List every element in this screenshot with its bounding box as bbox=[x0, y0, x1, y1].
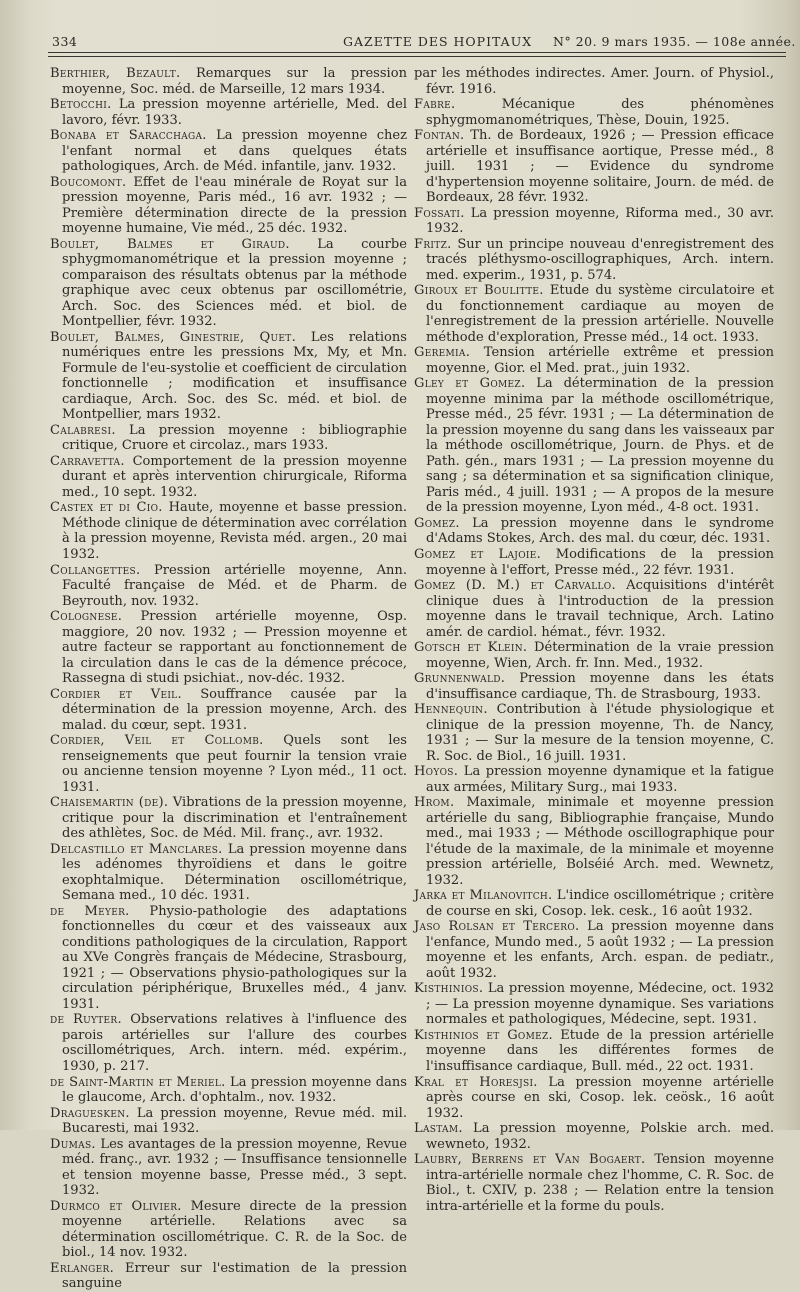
entry-author: Gley et Gomez. bbox=[414, 376, 526, 392]
bibliography-entry bbox=[414, 919, 774, 981]
entry-author: Durmco et Olivier. bbox=[50, 1198, 182, 1214]
entry-text: Comportement de la pression moyenne durant et après intervention chirurgicale, Riforma med., 10 sept. 1932. bbox=[62, 453, 407, 500]
entry-author: Gotsch et Klein. bbox=[414, 640, 528, 656]
entry-author: Jaso Rolsan et Tercero. bbox=[414, 919, 580, 935]
entry-text: La pression moyenne artérielle après course en ski, Cosop. lek. ceösk., 16 août 1932. bbox=[426, 1074, 774, 1121]
entry-author: Grunnenwald. bbox=[414, 671, 506, 687]
entry-author: Collangettes. bbox=[50, 562, 141, 578]
entry-author: Fontan. bbox=[414, 128, 465, 144]
bibliography-entry bbox=[50, 97, 407, 128]
entry-author: Cordier et Veil. bbox=[50, 686, 182, 702]
entry-author: Hoyos. bbox=[414, 764, 459, 780]
entry-author: Geremia. bbox=[414, 345, 471, 361]
entry-author: de Ruyter. bbox=[50, 1012, 122, 1028]
entry-text: La pression moyenne, Polskie arch. med. wewneto, 1932. bbox=[426, 1121, 774, 1152]
bibliography-entry bbox=[414, 237, 774, 284]
entry-author: Boulet, Balmes et Giraud. bbox=[50, 236, 290, 252]
entry-text: Pression artérielle moyenne, Osp. maggiore, 20 nov. 1932 ; — Pression moyenne et autre facteur se rapportant au fonctionnement de la circulation dans le cas de la démence précoce, Rassegna di studi psichiat., nov-déc. 1932. bbox=[62, 609, 407, 687]
entry-author: Delcastillo et Manclares. bbox=[50, 841, 223, 857]
bibliography-entry bbox=[414, 206, 774, 237]
entry-text: Th. de Bordeaux, 1926 ; — Pression efficace artérielle et insuffisance aortique, Presse méd., 8 juill. 1931 ; — Evidence du syndrome d'hypertension moyenne solitaire, Journ. de méd. de Bordeaux, 28 févr. 1932. bbox=[426, 128, 774, 206]
entry-text: La pression moyenne chez l'enfant normal et dans quelques états pathologiques, Arch. de Méd. infantile, janv. 1932. bbox=[62, 128, 408, 175]
bibliography-entry bbox=[50, 733, 407, 795]
entry-text: La pression moyenne dans l'enfance, Mundo med., 5 août 1932 ; — La pression moyenne et les enfants, Arch. espan. de pediatr., août 1932. bbox=[426, 919, 774, 981]
entry-author: Boulet, Balmes, Ginestrie, Quet. bbox=[50, 329, 297, 345]
entry-author: Hrom. bbox=[414, 795, 455, 811]
entry-text: Mesure directe de la pression moyenne artérielle. Relations avec sa détermination oscillométrique. C. R. de la Soc. de biol., 14 nov. 1932. bbox=[62, 1198, 407, 1261]
bibliography-entry bbox=[50, 237, 407, 330]
bibliography-entry bbox=[414, 547, 774, 578]
entry-author: Dumas. bbox=[50, 1136, 96, 1152]
entry-text: Acquisitions d'intérêt clinique dues à l'introduction de la pression moyenne dans le travail technique, Arch. Latino amér. de cardiol. hémat., févr. 1932. bbox=[426, 578, 775, 640]
bibliography-entry bbox=[414, 764, 774, 795]
entry-author: Lastam. bbox=[414, 1121, 463, 1137]
entry-text: Erreur sur l'estimation de la pression sanguine bbox=[62, 1260, 407, 1292]
bibliography-entry bbox=[50, 1075, 407, 1106]
bibliography-entry bbox=[50, 1012, 407, 1074]
bibliography-entry bbox=[414, 1028, 774, 1075]
bibliography-entry bbox=[414, 1121, 774, 1152]
bibliography-entry bbox=[50, 1261, 407, 1292]
entry-author: Fossati. bbox=[414, 205, 465, 221]
entry-text: par les méthodes indirectes. Amer. Journ. of Physiol., févr. 1916. bbox=[414, 66, 774, 97]
bibliography-entry bbox=[414, 283, 774, 345]
entry-text: Maximale, minimale et moyenne pression artérielle du sang, Bibliographie française, Mundo med., mai 1933 ; — Méthode oscillographique pour l'étude de la maximale, de la minimale et moyenne pression artérielle, Bolséié Arch. med. Wewnetz, 1932. bbox=[426, 795, 774, 888]
entry-text: Etude de la pression artérielle moyenne dans les différentes formes de l'insuffisance cardiaque, Bull. méd., 22 oct. 1931. bbox=[426, 1027, 774, 1074]
entry-text: La pression moyenne, Médecine, oct. 1932 ; — La pression moyenne dynamique. Ses variations normales et pathologiques, Médecine, sept. 1931. bbox=[426, 981, 774, 1028]
entry-author: Draguesken. bbox=[50, 1105, 130, 1121]
entry-text: Remarques sur la pression moyenne, Soc. méd. de Marseille, 12 mars 1934. bbox=[62, 66, 407, 97]
entry-author: Cordier, Veil et Collomb. bbox=[50, 733, 264, 749]
bibliography-entry bbox=[414, 516, 774, 547]
bibliography-entry bbox=[414, 795, 774, 888]
bibliography-entry bbox=[414, 376, 774, 516]
entry-author: Hennequin. bbox=[414, 702, 488, 718]
bibliography-entry bbox=[50, 1199, 407, 1261]
entry-text: Mécanique des phénomènes sphygmomanométriques, Thèse, Douin, 1925. bbox=[426, 97, 774, 128]
entry-text: Tension moyenne intra-artérielle normale chez l'homme, C. R. Soc. de Biol., t. CXIV, p. 238 ; — Relation entre la tension intra-artérielle et la forme du pouls. bbox=[426, 1152, 774, 1214]
entry-text: Les relations numériques entre les pressions Mx, My, et Mn. Formule de l'eu-systolie et coefficient de circulation fonctionnelle ; modification et insuffisance cardiaque, Arch. Soc. des Sc. méd. et biol. de Montpellier, mars 1932. bbox=[62, 329, 407, 423]
entry-text: Haute, moyenne et basse pression. Méthode clinique de détermination avec corrélation à la pression moyenne, Revista méd. argen., 20 mai 1932. bbox=[62, 500, 407, 562]
entry-author: Betocchi. bbox=[50, 97, 112, 113]
entry-text: La détermination de la pression moyenne minima par la méthode oscillométrique, Presse méd., 25 févr. 1931 ; — La détermination de la pression moyenne du sang dans les vaisseaux par la méthode oscillométrique, Journ. de Phys. et de Path. gén., mars 1931 ; — La pression moyenne du sang ; sa détermination et sa signification clinique, Paris méd., 4 juill. 1931 ; — A propos de la mesure de la pression moyenne, Lyon méd., 4-8 oct. 1931. bbox=[426, 376, 774, 516]
entry-text: Sur un principe nouveau d'enregistrement des tracés pléthysmo-oscillographiques, Arch. intern. med. experim., 1931, p. 574. bbox=[426, 236, 774, 283]
entry-text: Etude du système circulatoire et du fonctionnement cardiaque au moyen de l'enregistrement de la pression artérielle. Nouvelle méthode d'exploration, Presse méd., 14 oct. 1933. bbox=[426, 283, 775, 345]
entry-author: Fritz. bbox=[414, 236, 452, 252]
bibliography-entry bbox=[50, 1106, 407, 1137]
entry-text: Détermination de la vraie pression moyenne, Wien, Arch. fr. Inn. Med., 1932. bbox=[426, 640, 774, 671]
entry-author: Fabre. bbox=[414, 97, 456, 113]
entry-text: La pression moyenne, Revue méd. mil. Bucaresti, mai 1932. bbox=[62, 1105, 407, 1137]
bibliography-entry bbox=[50, 904, 407, 1013]
entry-text: Pression moyenne dans les états d'insuffisance cardiaque, Th. de Strasbourg, 1933. bbox=[426, 671, 774, 702]
entry-text: Contribution à l'étude physiologique et clinique de la pression moyenne, Th. de Nancy, 1931 ; — Sur la mesure de la tension moyenne, C. R. Soc. de Biol., 16 juill. 1931. bbox=[426, 702, 774, 764]
entry-author: Bonaba et Saracchaga. bbox=[50, 128, 207, 144]
entry-text: L'indice oscillométrique ; critère de course en ski, Cosop. lek. cesk., 16 août 1932. bbox=[426, 888, 774, 919]
running-header bbox=[48, 30, 796, 52]
bibliography-entry bbox=[414, 66, 774, 97]
entry-text: La pression moyenne, Riforma med., 30 avr. 1932. bbox=[426, 205, 774, 237]
entry-text: Souffrance causée par la détermination de la pression moyenne, Arch. des malad. du cœur, sept. 1931. bbox=[62, 686, 408, 733]
page-number: 334 bbox=[52, 34, 78, 49]
entry-text: Observations relatives à l'influence des parois artérielles sur l'allure des courbes oscillométriques, Arch. intern. méd. expérim., 1930, p. 217. bbox=[62, 1012, 407, 1074]
entry-author: de Meyer. bbox=[50, 903, 130, 919]
bibliography-entry bbox=[50, 500, 407, 562]
entry-author: Boucomont. bbox=[50, 174, 127, 190]
bibliography-entry bbox=[414, 578, 774, 640]
entry-author: Colognese. bbox=[50, 609, 123, 625]
entry-author: Berthier, Bezault. bbox=[50, 66, 181, 81]
bibliography-entry bbox=[414, 345, 774, 376]
entry-author: Kisthinios et Gomez. bbox=[414, 1027, 553, 1043]
entry-text: Modifications de la pression moyenne à l'effort, Presse méd., 22 févr. 1931. bbox=[426, 546, 774, 578]
entry-author: de Saint-Martin et Meriel. bbox=[50, 1074, 226, 1090]
bibliography-entry bbox=[414, 702, 774, 764]
entry-text: Les avantages de la pression moyenne, Revue méd. franç., avr. 1932 ; — Insuffisance tensionnelle et tension moyenne basse, Presse méd., 3 sept. 1932. bbox=[62, 1136, 407, 1199]
entry-author: Gomez (D. M.) et Carvallo. bbox=[414, 578, 616, 594]
bibliography-entry bbox=[50, 128, 407, 175]
entry-author: Kral et Horesjsi. bbox=[414, 1074, 538, 1090]
header-rule bbox=[48, 52, 786, 53]
bibliography-entry bbox=[50, 423, 407, 454]
bibliography-entry bbox=[50, 330, 407, 423]
bibliography-entry bbox=[50, 842, 407, 904]
bibliography-entry bbox=[50, 454, 407, 501]
entry-text: La pression moyenne dans le glaucome, Arch. d'ophtalm., nov. 1932. bbox=[62, 1074, 407, 1106]
bibliography-entry bbox=[50, 66, 407, 97]
bibliography-entry bbox=[50, 609, 407, 687]
journal-title: GAZETTE DES HOPITAUX bbox=[343, 34, 533, 49]
entry-text: La pression moyenne dynamique et la fatigue aux armées, Military Surg., mai 1933. bbox=[426, 764, 774, 795]
issue-info: N° 20. 9 mars 1935. — 108e année. bbox=[553, 34, 796, 49]
entry-text: Effet de l'eau minérale de Royat sur la pression moyenne, Paris méd., 16 avr. 1932 ; — Première détermination directe de la pression moyenne humaine, Vie méd., 25 déc. 1932. bbox=[62, 174, 407, 237]
entry-author: Laubry, Berrens et Van Bogaert. bbox=[414, 1152, 646, 1168]
entry-text: Vibrations de la pression moyenne, critique pour la discrimination et l'entraînement des athlètes, Soc. de Méd. Mil. franç., avr. 1932. bbox=[62, 795, 407, 842]
entry-text: Pression artérielle moyenne, Ann. Faculté française de Méd. et de Pharm. de Beyrouth, nov. 1932. bbox=[62, 562, 407, 609]
entry-text: La pression moyenne artérielle, Med. del lavoro, févr. 1933. bbox=[62, 97, 407, 128]
entry-author: Jarka et Milanovitch. bbox=[414, 888, 553, 904]
bibliography-entry bbox=[50, 795, 407, 842]
bibliography-entry bbox=[50, 175, 407, 237]
bibliography-entry bbox=[414, 97, 774, 128]
entry-text: Tension artérielle extrême et pression moyenne, Gior. el Med. prat., juin 1932. bbox=[426, 345, 774, 376]
entry-author: Erlanger. bbox=[50, 1260, 115, 1276]
bibliography-entry bbox=[414, 640, 774, 671]
bibliography-entry bbox=[414, 1075, 774, 1122]
entry-author: Gomez. bbox=[414, 515, 460, 531]
entry-text: La pression moyenne dans le syndrome d'Adams Stokes, Arch. des mal. du cœur, déc. 1931. bbox=[426, 515, 774, 547]
header-rule-thin bbox=[48, 56, 786, 57]
entry-text: La pression moyenne : bibliographie critique, Cruore et circolaz., mars 1933. bbox=[62, 422, 407, 454]
bibliography-entry bbox=[50, 1137, 407, 1199]
entry-author: Gomez et Lajoie. bbox=[414, 546, 542, 562]
bibliography-entry bbox=[50, 563, 407, 610]
entry-author: Castex et di Cio. bbox=[50, 500, 163, 516]
entry-author: Giroux et Boulitte. bbox=[414, 283, 544, 299]
entry-author: Carravetta. bbox=[50, 453, 125, 469]
entry-text: La courbe sphygmomanométrique et la pression moyenne ; comparaison des résultats obtenus par la méthode graphique avec ceux obtenus par oscillométrie, Arch. Soc. des Sciences méd. et biol. de Montpellier, févr. 1932. bbox=[62, 236, 407, 330]
bibliography-column-left bbox=[50, 66, 407, 1292]
entry-author: Calabresi. bbox=[50, 422, 116, 438]
entry-author: Chaisemartin (de). bbox=[50, 795, 169, 811]
entry-text: Physio-pathologie des adaptations fonctionnelles du cœur et des vaisseaux aux conditions pathologiques de la circulation, Rapport au XVe Congrès français de Médecine, Strasbourg, 1921 ; — Observations physio-pathologiques sur la circulation périphérique, Bruxelles méd., 4 janv. 1931. bbox=[62, 903, 407, 1012]
bibliography-entry bbox=[414, 128, 774, 206]
bibliography-column-right bbox=[414, 66, 774, 1214]
entry-author: Kisthinios. bbox=[414, 981, 484, 997]
bibliography-entry bbox=[414, 888, 774, 919]
bibliography-entry bbox=[414, 671, 774, 702]
entry-text: Quels sont les renseignements que peut fournir la tension vraie ou ancienne tension moyenne ? Lyon méd., 11 oct. 1931. bbox=[62, 733, 407, 795]
bibliography-entry bbox=[414, 981, 774, 1028]
bibliography-entry bbox=[50, 687, 407, 734]
entry-text: La pression moyenne dans les adénomes thyroïdiens et dans le goitre exophtalmique. Détermination oscillométrique, Semana med., 10 déc. 1931. bbox=[62, 841, 407, 904]
bibliography-entry bbox=[414, 1152, 774, 1214]
